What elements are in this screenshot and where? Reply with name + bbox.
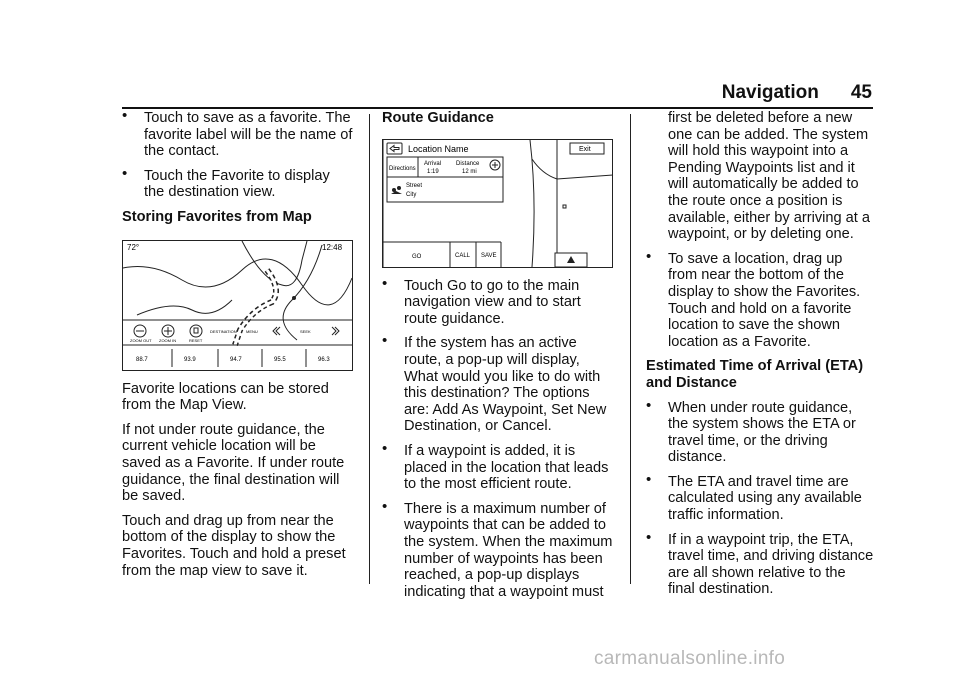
column-divider-2 (630, 114, 631, 584)
continued-bullet-text (646, 110, 874, 243)
bullet-mark: • (122, 164, 128, 182)
map-view-figure (122, 240, 354, 372)
bullet-mark: • (646, 528, 652, 546)
bullet-item (382, 274, 614, 328)
map-frame (123, 240, 353, 370)
bullet-item (122, 107, 354, 160)
bullet-item (382, 497, 614, 601)
paragraph: Favorite locations can be stored from the Map View. (122, 380, 329, 414)
destination-button[interactable] (210, 329, 237, 334)
arrival-value: 1:19 (427, 168, 439, 175)
call-label: CALL (455, 252, 471, 259)
watermark: carmanualsonline.info (594, 648, 786, 669)
section-heading: Storing Favorites from Map (122, 208, 312, 225)
preset-2[interactable]: 93.9 (184, 356, 196, 363)
bullet-item (122, 164, 354, 201)
temperature: 72° (127, 242, 140, 252)
bullet-mark: • (646, 247, 652, 265)
bullet-item (646, 396, 874, 466)
menu-label: MENU (246, 328, 258, 334)
directions-label: Directions (389, 165, 416, 172)
zoom-in-label: ZOOM IN (159, 337, 177, 343)
preset-4[interactable]: 95.5 (274, 356, 286, 363)
section-title: Navigation (721, 82, 819, 103)
bullet-text: If the system has an active route, a pop-up will display, What would you like to do with this destination? The options are: Add As Waypoint, Set New Destination, or Cancel. (404, 335, 607, 435)
bullet-mark: • (646, 470, 652, 488)
bullet-text: If a waypoint is added, it is placed in the location that leads to the most efficient route. (404, 442, 609, 493)
paragraph: If not under route guidance, the current vehicle location will be saved as a Favorite. If under route guidance, the final destination will be saved. (122, 421, 345, 505)
destination-card (387, 157, 503, 202)
preset-5[interactable]: 96.3 (318, 356, 330, 363)
bullet-mark: • (382, 274, 388, 292)
zoom-out-label: ZOOM OUT (130, 337, 152, 343)
bullet-item (646, 528, 874, 598)
city: City (406, 191, 417, 198)
menu-button[interactable] (246, 329, 258, 334)
route-guidance-figure (382, 139, 614, 269)
save-label: SAVE (481, 252, 497, 259)
header-rule (122, 107, 873, 109)
bullet-item (646, 247, 874, 351)
bullet-text: When under route guidance, the system shows the ETA or travel time, or the driving distance. (668, 399, 856, 466)
bullet-item (646, 470, 874, 524)
bullet-mark: • (122, 107, 128, 124)
call-button[interactable] (455, 253, 471, 259)
street: Street (406, 182, 423, 189)
preset-1[interactable]: 88.7 (136, 356, 148, 363)
vehicle-marker (292, 296, 296, 300)
reset-label: RESET (189, 337, 203, 343)
directions-button[interactable] (389, 166, 416, 172)
go-button[interactable] (412, 254, 422, 260)
bullet-item (382, 439, 614, 493)
bullet-text: Touch to save as a favorite. The favorite label will be the name of the contact. (144, 110, 353, 160)
bullet-text: If in a waypoint trip, the ETA, travel time, and driving distance are all shown relative to the final destination. (668, 531, 874, 598)
bullet-text: Touch the Favorite to display the destination view. (144, 167, 330, 201)
seek-label-button[interactable] (300, 329, 311, 334)
exit-label: Exit (579, 145, 591, 153)
bullet-text: first be deleted before a new one can be added. The system will hold this waypoint into a Pending Waypoints list and it will automatically be added to the route once a position is available, either by arriving at a waypoint, or by deleting one. (668, 110, 870, 243)
preset-3[interactable]: 94.7 (230, 356, 242, 363)
bullet-mark: • (382, 332, 388, 350)
section-heading: Estimated Time of Arrival (ETA) and Distance (646, 358, 864, 391)
go-label: GO (412, 253, 422, 260)
section-heading: Route Guidance (382, 110, 494, 126)
save-button[interactable] (481, 253, 497, 259)
seek-label: SEEK (300, 328, 311, 334)
column-1 (122, 107, 354, 587)
distance-value: 12 mi (462, 168, 477, 175)
bullet-text: To save a location, drag up from near the bottom of the display to show the Favorites. Touch and hold on a favorite location to save the shown location as a Favorite. (668, 250, 861, 350)
distance-label: Distance (456, 160, 480, 167)
arrival-label: Arrival (424, 160, 442, 167)
bullet-mark: • (646, 396, 652, 414)
clock: 12:48 (322, 242, 343, 252)
bullet-item (382, 332, 614, 435)
column-divider-1 (369, 114, 370, 584)
destination-label: DESTINATION (210, 328, 237, 334)
bullet-mark: • (382, 439, 388, 457)
location-name: Location Name (408, 143, 469, 154)
paragraph: Touch and drag up from near the bottom of the display to show the Favorites. Touch and hold a preset from the map view to save it. (122, 512, 346, 579)
page-number: 45 (850, 82, 872, 103)
bullet-text: There is a maximum number of waypoints that can be added to the system. When the maximum number of waypoints has been reached, a pop-up displays indicating that a waypoint must (404, 500, 613, 600)
expand-arrow-icon[interactable] (555, 253, 587, 267)
bullet-text: Touch Go to go to the main navigation view and to start route guidance. (404, 277, 581, 327)
column-3 (646, 110, 874, 606)
page-header (722, 82, 872, 104)
bullet-mark: • (382, 497, 388, 515)
column-2 (382, 110, 614, 608)
bullet-text: The ETA and travel time are calculated using any available traffic information. (668, 473, 862, 524)
